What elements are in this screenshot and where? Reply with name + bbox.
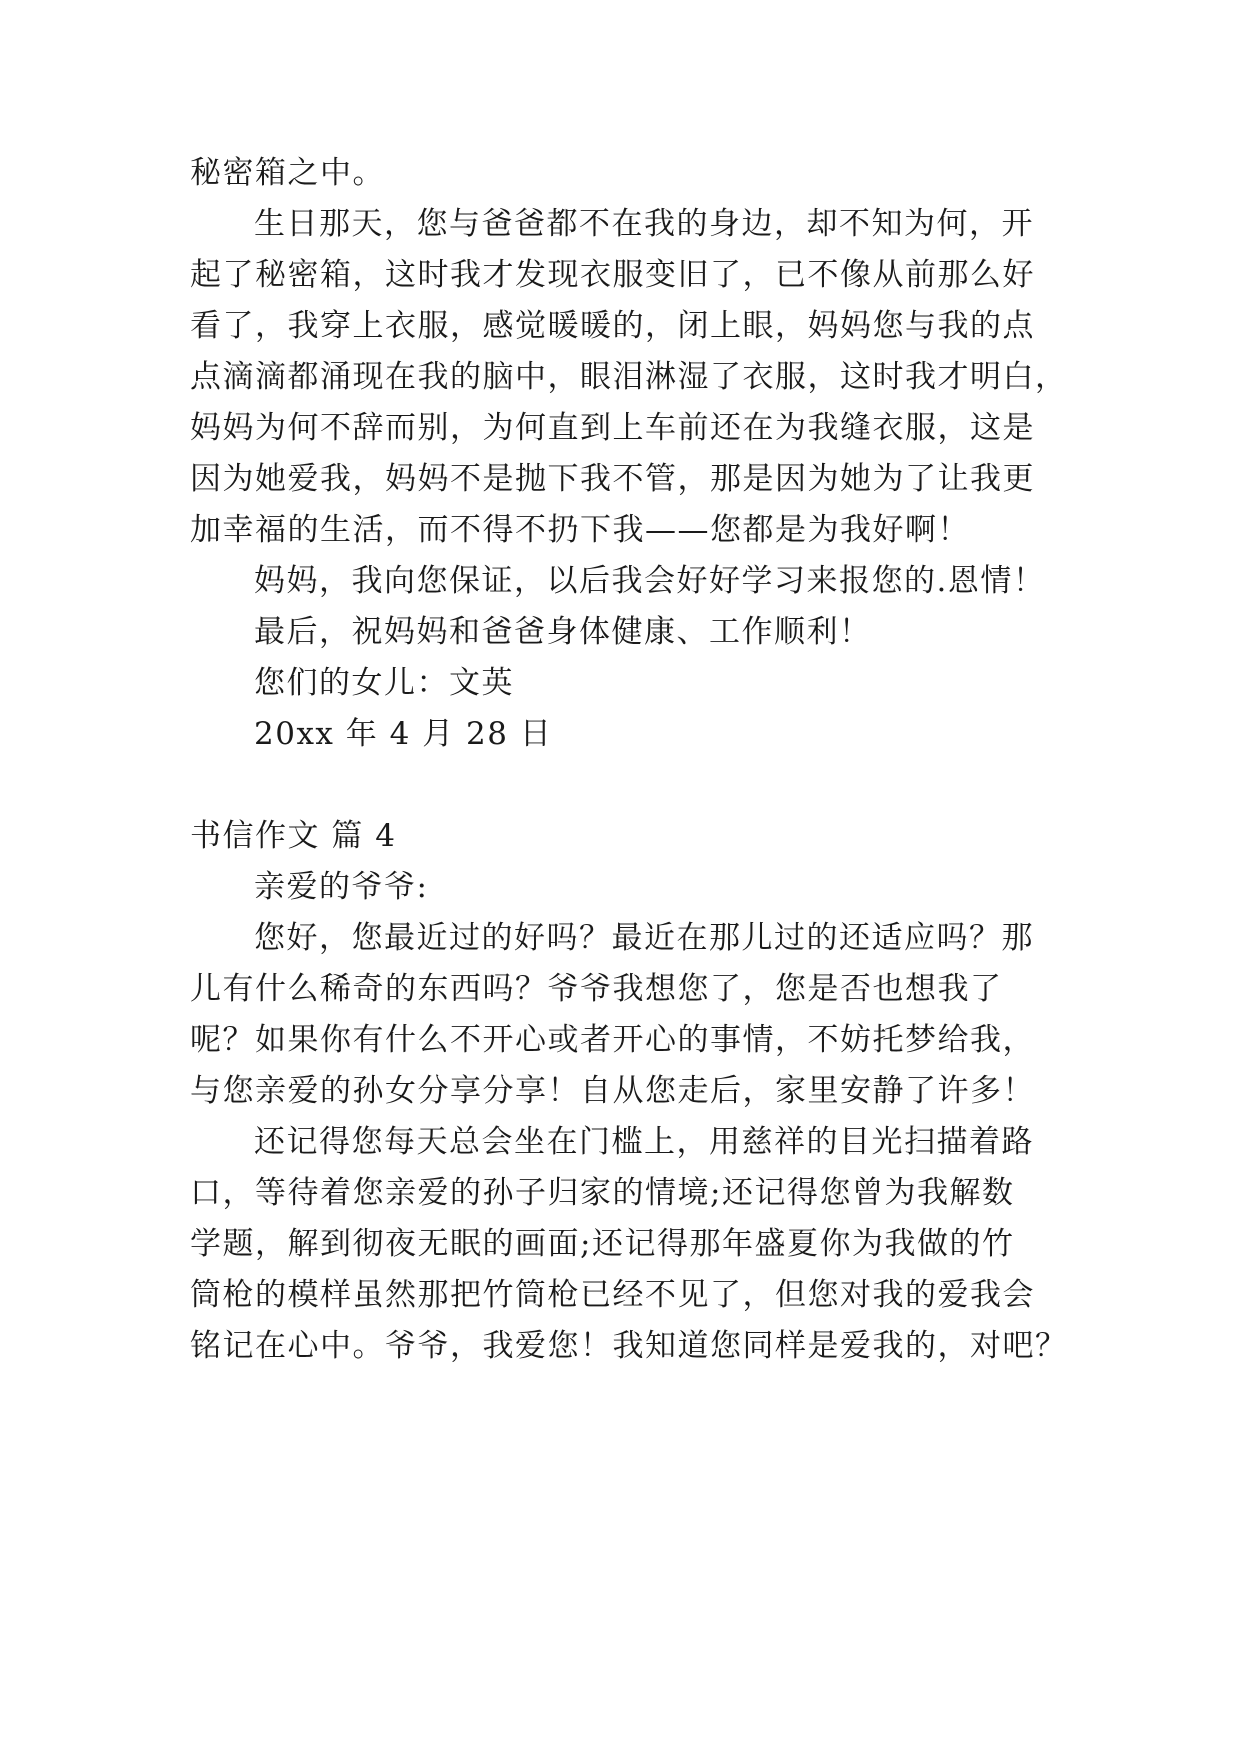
wishes-line: 最后，祝妈妈和爸爸身体健康、工作顺利！ [254, 614, 872, 650]
text-line: 点滴滴都涌现在我的脑中，眼泪淋湿了衣服，这时我才明白， [190, 359, 1068, 395]
promise-line: 妈妈，我向您保证，以后我会好好学习来报您的.恩情！ [254, 563, 1046, 599]
text-line: 呢？如果你有什么不开心或者开心的事情，不妨托梦给我， [190, 1022, 1035, 1058]
text-line: 妈妈为何不辞而别，为何直到上车前还在为我缝衣服，这是 [190, 410, 1035, 446]
text-line: 学题，解到彻夜无眠的画面;还记得那年盛夏你为我做的竹 [190, 1226, 1015, 1262]
text-line: 您好，您最近过的好吗？最近在那儿过的还适应吗？那 [254, 920, 1034, 956]
text-line: 生日那天，您与爸爸都不在我的身边，却不知为何，开 [254, 206, 1034, 242]
text-line: 加幸福的生活，而不得不扔下我——您都是为我好啊！ [190, 512, 970, 548]
text-line: 儿有什么稀奇的东西吗？爷爷我想您了，您是否也想我了 [190, 971, 1003, 1007]
text-line: 筒枪的模样虽然那把竹筒枪已经不见了，但您对我的爱我会 [190, 1277, 1035, 1313]
opening-fragment: 秘密箱之中。 [190, 155, 385, 191]
text-line: 铭记在心中。爷爷，我爱您！我知道您同样是爱我的，对吧？ [190, 1328, 1068, 1364]
letter-date: 20xx 年 4 月 28 日 [254, 716, 553, 752]
salutation: 亲爱的爷爷: [254, 869, 429, 905]
text-line: 口，等待着您亲爱的孙子归家的情境;还记得您曾为我解数 [190, 1175, 1015, 1211]
text-line: 还记得您每天总会坐在门槛上，用慈祥的目光扫描着路 [254, 1124, 1034, 1160]
text-line: 起了秘密箱，这时我才发现衣服变旧了，已不像从前那么好 [190, 257, 1035, 293]
text-line: 因为她爱我，妈妈不是抛下我不管，那是因为她为了让我更 [190, 461, 1035, 497]
signature: 您们的女儿：文英 [254, 665, 514, 701]
section-heading: 书信作文 篇 4 [190, 818, 397, 854]
text-line: 看了，我穿上衣服，感觉暖暖的，闭上眼，妈妈您与我的点 [190, 308, 1035, 344]
text-line: 与您亲爱的孙女分享分享！自从您走后，家里安静了许多！ [190, 1073, 1035, 1109]
